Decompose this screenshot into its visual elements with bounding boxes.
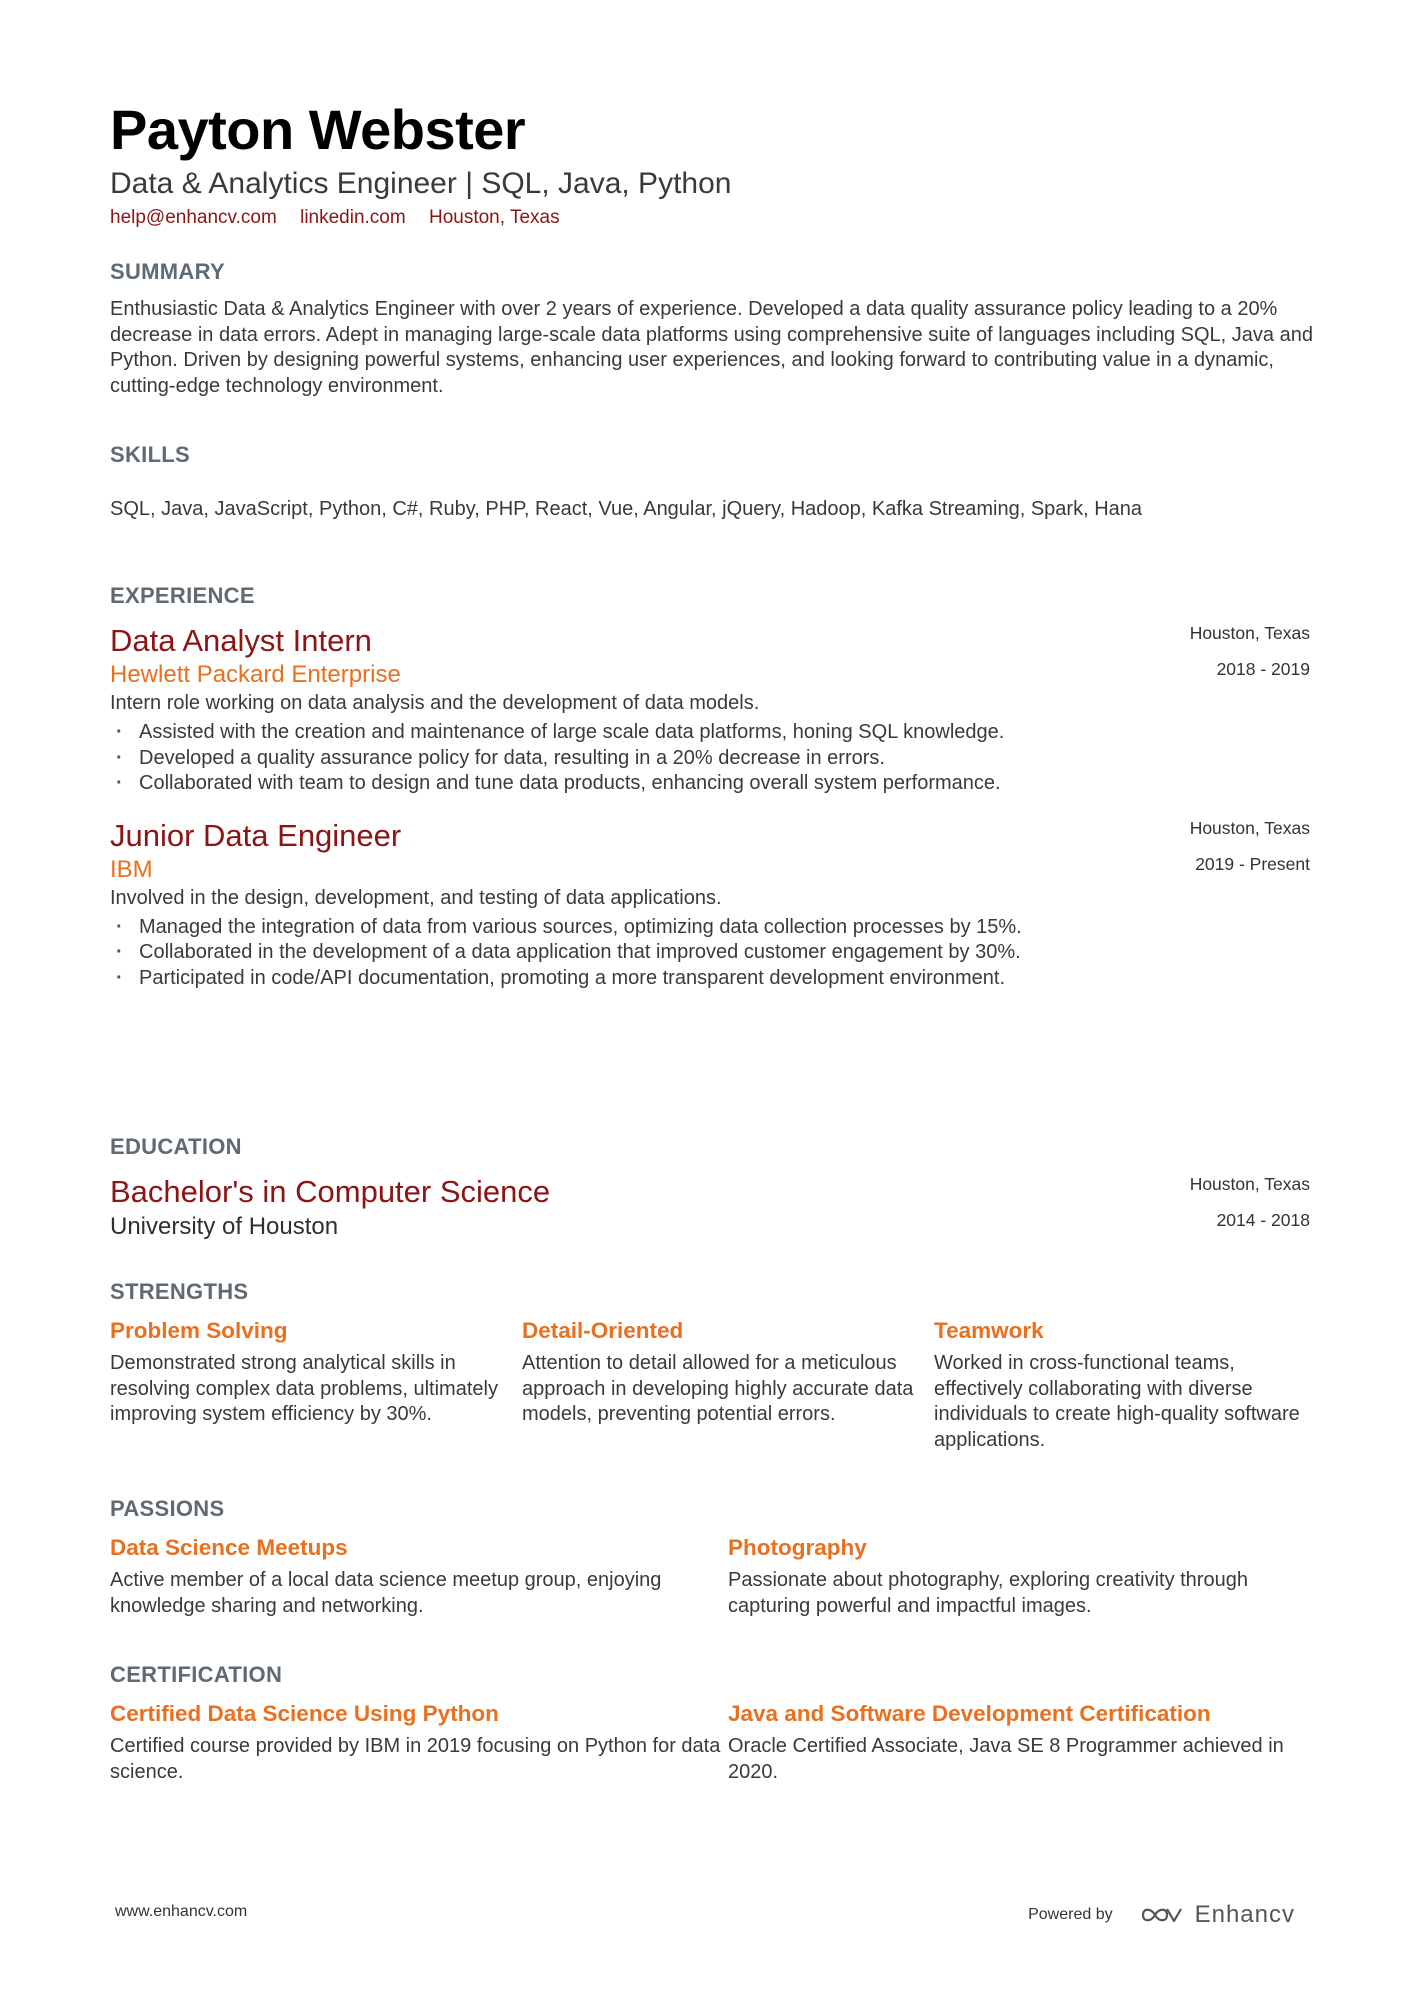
footer-url[interactable]: www.enhancv.com	[115, 1903, 248, 1920]
powered-by-label: Powered by	[1028, 1906, 1113, 1923]
experience-section	[110, 582, 1310, 991]
strength-item	[934, 1316, 1310, 1453]
contact-linkedin[interactable]: linkedin.com	[300, 207, 406, 228]
job-bullet: · Collaborated with team to design and tune data products, enhancing overall system performance.	[110, 771, 1310, 797]
skills-section	[110, 441, 1310, 523]
job-bullets	[110, 720, 1310, 797]
job-bullets	[110, 915, 1310, 992]
job-meta	[1190, 817, 1310, 889]
job-dates: 2018 - 2019	[1216, 659, 1310, 679]
passion-item	[728, 1533, 1288, 1619]
strength-text: Attention to detail allowed for a meticulous approach in developing highly accurate data models, preventing potential errors.	[522, 1352, 914, 1425]
summary-text: Enthusiastic Data & Analytics Engineer with over 2 years of experience. Developed a data quality assurance policy leading to a 20% decrease in data errors. Adept in managing large-scale data platforms using comprehensive suite of languages including SQL, Java and Python. Driven by designing powerful systems, enhancing user experiences, and looking forward to contributing value in a dynamic, cutting-edge technology environment.	[110, 298, 1313, 397]
certification-grid	[110, 1699, 1310, 1785]
job-location: Houston, Texas	[1189, 623, 1310, 643]
summary-section	[110, 258, 1313, 399]
section-title-passions: PASSIONS	[110, 1496, 225, 1521]
contact-list	[110, 206, 1310, 230]
passions-grid	[110, 1533, 1310, 1619]
passion-title: Photography	[728, 1535, 867, 1560]
job-bullet: · Developed a quality assurance policy for data, resulting in a 20% decrease in errors.	[110, 746, 1310, 772]
job-meta	[1190, 622, 1310, 694]
footer-branding	[1028, 1895, 1295, 1935]
candidate-name: Payton Webster	[110, 98, 526, 161]
education-degree: Bachelor's in Computer Science	[110, 1174, 551, 1209]
education-meta	[1190, 1173, 1310, 1245]
section-title-experience: EXPERIENCE	[110, 583, 255, 608]
strength-title: Problem Solving	[110, 1318, 288, 1343]
job-bullet: · Collaborated in the development of a data application that improved customer engagement by 30%.	[110, 940, 1310, 966]
resume-page	[110, 96, 1313, 1783]
job-company: Hewlett Packard Enterprise	[110, 661, 401, 688]
certification-text: Certified course provided by IBM in 2019 focusing on Python for data science.	[110, 1735, 721, 1783]
certification-section	[110, 1661, 1310, 1785]
strength-item	[110, 1316, 522, 1453]
job-role: Junior Data Engineer	[110, 817, 402, 853]
enhancv-logo-icon	[1139, 1903, 1185, 1927]
passion-item	[110, 1533, 728, 1619]
skills-list: SQL, Java, JavaScript, Python, C#, Ruby, PHP, React, Vue, Angular, jQuery, Hadoop, Kafka Streaming, Spark, Hana	[110, 498, 1143, 520]
education-dates: 2014 - 2018	[1216, 1210, 1310, 1230]
strength-text: Worked in cross-functional teams, effectively collaborating with diverse individuals to create high-quality software applications.	[934, 1352, 1300, 1451]
job-entry	[110, 622, 1310, 797]
job-dates: 2019 - Present	[1195, 853, 1310, 874]
education-location: Houston, Texas	[1189, 1174, 1310, 1194]
passions-section	[110, 1495, 1310, 1619]
job-entry	[110, 817, 1310, 992]
section-title-strengths: STRENGTHS	[110, 1279, 249, 1304]
job-company: IBM	[110, 855, 153, 883]
contact-email[interactable]: help@enhancv.com	[110, 207, 277, 228]
passion-title: Data Science Meetups	[110, 1535, 348, 1560]
job-bullet: · Participated in code/API documentation, promoting a more transparent development environment.	[110, 966, 1310, 992]
resume-header	[110, 96, 1310, 230]
section-title-skills: SKILLS	[110, 442, 191, 467]
job-description: Involved in the design, development, and testing of data applications.	[110, 886, 722, 909]
certification-item	[728, 1699, 1288, 1785]
certification-title: Certified Data Science Using Python	[110, 1701, 499, 1726]
certification-item	[110, 1699, 728, 1785]
certification-title: Java and Software Development Certification	[728, 1701, 1211, 1726]
job-location: Houston, Texas	[1189, 817, 1310, 838]
job-description: Intern role working on data analysis and the development of data models.	[110, 692, 760, 714]
education-entry	[110, 1173, 1310, 1243]
strength-item	[522, 1316, 934, 1453]
strengths-section	[110, 1278, 1310, 1453]
passion-text: Active member of a local data science meetup group, enjoying knowledge sharing and networking.	[110, 1569, 662, 1617]
strengths-grid	[110, 1316, 1310, 1453]
section-title-certification: CERTIFICATION	[110, 1662, 283, 1687]
strength-title: Detail-Oriented	[522, 1318, 684, 1343]
education-section	[110, 1133, 1310, 1243]
strength-title: Teamwork	[934, 1318, 1044, 1343]
contact-location: Houston, Texas	[428, 207, 560, 228]
education-school: University of Houston	[110, 1213, 339, 1240]
brand-name: Enhancv	[1194, 1901, 1295, 1928]
candidate-title: Data & Analytics Engineer | SQL, Java, Python	[110, 167, 732, 200]
page-footer	[115, 1895, 1295, 1935]
enhancv-logo[interactable]	[1139, 1901, 1295, 1929]
section-title-summary: SUMMARY	[110, 259, 225, 284]
job-role: Data Analyst Intern	[110, 623, 372, 658]
certification-text: Oracle Certified Associate, Java SE 8 Programmer achieved in 2020.	[728, 1735, 1284, 1783]
passion-text: Passionate about photography, exploring creativity through capturing powerful and impactful images.	[728, 1569, 1248, 1617]
strength-text: Demonstrated strong analytical skills in resolving complex data problems, ultimately improving system efficiency by 30%.	[110, 1352, 498, 1425]
section-title-education: EDUCATION	[110, 1134, 242, 1159]
job-bullet: · Managed the integration of data from various sources, optimizing data collection processes by 15%.	[110, 915, 1310, 941]
job-bullet: · Assisted with the creation and maintenance of large scale data platforms, honing SQL knowledge.	[110, 720, 1310, 746]
